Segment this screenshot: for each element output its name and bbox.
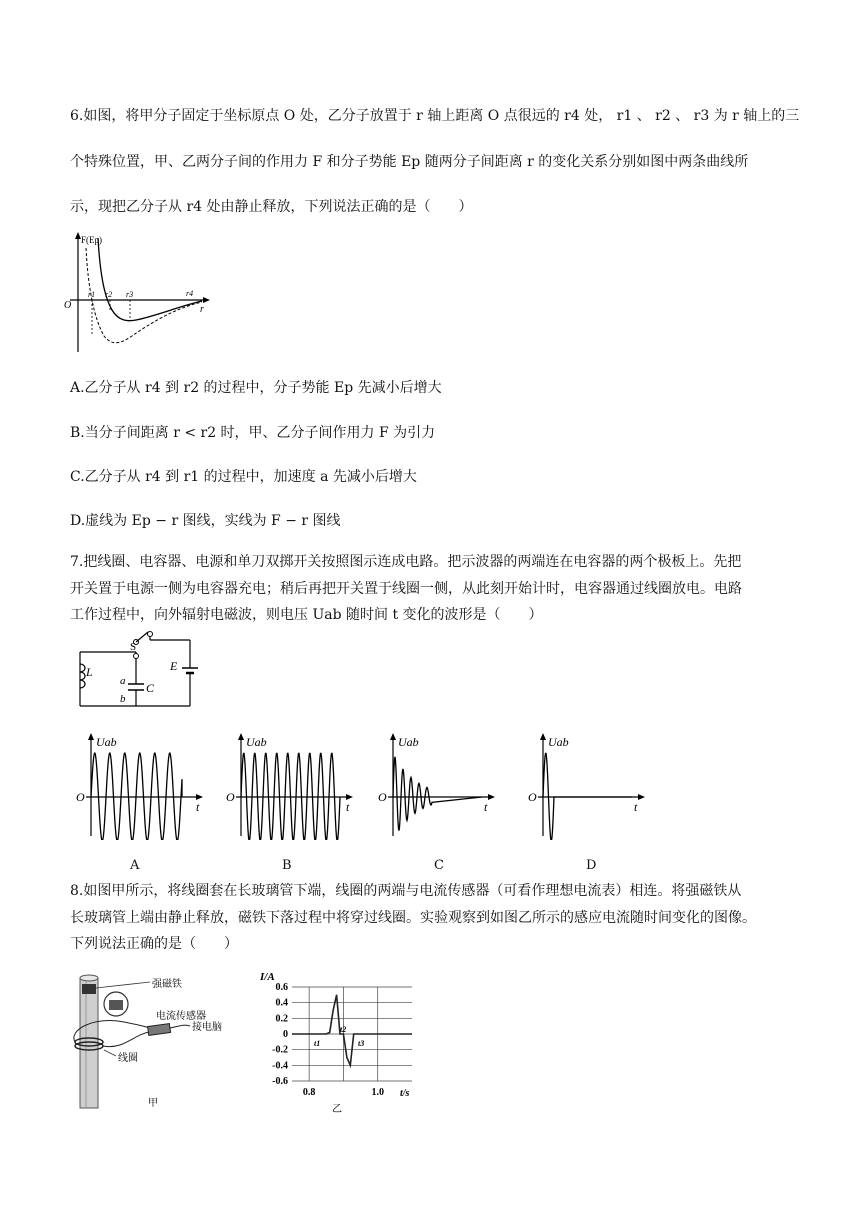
q7-choice-d: D (586, 858, 597, 873)
q6-mark-r2: r2 (105, 290, 113, 299)
q8-label-magnet: 强磁铁 (152, 979, 182, 990)
q7-choice-c: C (434, 858, 444, 873)
q8-caption-jia: 甲 (148, 1098, 158, 1109)
q8-line1: 8.如图甲所示，将线圈套在长玻璃管下端，线圈的两端与电流传感器（可看作理想电流表）相连。将强磁铁从 (70, 883, 742, 899)
q8-xtick-label: 1.0 (371, 1087, 384, 1098)
q6-option-d: D.虚线为 Ep − r 图线，实线为 F − r 图线 (70, 513, 341, 529)
q8-ytick-label: -0.2 (272, 1044, 288, 1056)
q6-mark-r4: r4 (186, 289, 194, 298)
q8-ytick-label: 0 (283, 1029, 288, 1040)
q7-graph-d-ylabel: Uab (548, 735, 569, 749)
q7-waveform-d (522, 728, 662, 840)
q8-xtick-label: 0.8 (302, 1087, 316, 1098)
q8-mark-t1: t1 (314, 1039, 321, 1048)
q8-ytick-label: 0.2 (275, 1013, 288, 1025)
q6-xlabel: r (200, 304, 204, 315)
q7-line3: 工作过程中，向外辐射电磁波，则电压 Uab 随时间 t 变化的波形是（ ） (70, 607, 543, 623)
q7-graph-b-ylabel: Uab (246, 735, 267, 749)
q8-current-time-graph-yi (252, 966, 424, 1116)
q6-ep-curve (86, 248, 202, 343)
q8-ylabel: I/A (260, 971, 275, 983)
q7-circuit-diagram (66, 630, 216, 712)
q7-graph-a-xlabel: t (196, 800, 200, 814)
q7-waveform-c (372, 728, 512, 840)
q8-line3: 下列说法正确的是（ ） (70, 936, 238, 952)
q8-label-sensor: 电流传感器 (156, 1011, 206, 1022)
q8-line2: 长玻璃管上端由静止释放，磁铁下落过程中将穿过线圈。实验观察到如图乙所示的感应电流随时间变化的图像。 (70, 910, 756, 926)
q7-line1: 7.把线圈、电容器、电源和单刀双掷开关按照图示连成电路。把示波器的两端连在电容器的两个极板上。先把 (70, 554, 742, 570)
q6-option-a: A.乙分子从 r4 到 r2 的过程中，分子势能 Ep 先减小后增大 (70, 380, 442, 396)
q8-ytick-label: 0.4 (275, 997, 288, 1009)
q7-graph-c-xlabel: t (484, 800, 488, 814)
q6-line2: 个特殊位置，甲、乙两分子间的作用力 F 和分子势能 Ep 随两分子间距离 r 的变化关系分别如图中两条曲线所 (70, 154, 749, 170)
q7-graph-b-xlabel: t (346, 800, 350, 814)
q6-line1: 6.如图，将甲分子固定于坐标原点 O 处，乙分子放置于 r 轴上距离 O 点很远的 r4 处， r1 、 r2 、 r3 为 r 轴上的三 (70, 108, 800, 124)
q7-label-c: C (146, 681, 155, 695)
q7-graph-d-origin: O (528, 790, 537, 804)
q7-label-b: b (120, 693, 126, 705)
q7-graph-a-ylabel: Uab (96, 735, 117, 749)
q8-ytick-label: 0.6 (275, 982, 288, 993)
q7-label-e: E (170, 659, 178, 673)
q6-ylabel: F(Ep) (81, 235, 102, 245)
q7-graph-c-origin: O (378, 790, 387, 804)
q7-choice-a: A (130, 858, 140, 873)
q8-ytick-label: -0.4 (272, 1060, 288, 1072)
q6-mark-r1: r1 (88, 290, 96, 299)
q8-xlabel: t/s (400, 1088, 410, 1099)
q7-graph-c-ylabel: Uab (398, 735, 419, 749)
q8-label-coil: 线圈 (118, 1053, 138, 1064)
q6-option-c: C.乙分子从 r4 到 r1 的过程中，加速度 a 先减小后增大 (70, 469, 417, 485)
q7-waveform-b (220, 728, 360, 840)
q7-waveform-a (70, 728, 210, 840)
q7-choice-b: B (282, 858, 292, 873)
q6-origin: O (64, 300, 72, 311)
q8-current-series-line (292, 995, 412, 1066)
q7-label-l: L (86, 665, 93, 679)
q8-mark-t2: t2 (340, 1025, 347, 1034)
q7-graph-b-origin: O (226, 790, 235, 804)
q8-mark-t3: t3 (358, 1039, 365, 1048)
q6-option-b: B.当分子间距离 r < r2 时，甲、乙分子间作用力 F 为引力 (70, 425, 436, 441)
q6-mark-r3: r3 (126, 290, 134, 299)
q7-graph-d-xlabel: t (634, 800, 638, 814)
q7-label-a: a (120, 675, 126, 687)
q7-line2: 开关置于电源一侧为电容器充电；稍后再把开关置于线圈一侧，从此刻开始计时，电容器通过线圈放电。电路 (70, 581, 742, 597)
q6-f-curve (98, 238, 202, 321)
q7-graph-a-origin: O (76, 790, 85, 804)
q8-ytick-label: -0.6 (272, 1076, 288, 1087)
q6-force-energy-graph (60, 228, 220, 356)
q8-caption-yi: 乙 (332, 1104, 342, 1115)
q8-label-computer: 接电脑 (192, 1022, 222, 1033)
q6-line3: 示，现把乙分子从 r4 处由静止释放，下列说法正确的是（ ） (70, 199, 473, 215)
q7-label-s: S (130, 641, 137, 653)
q8-apparatus-figure-jia (64, 970, 254, 1110)
